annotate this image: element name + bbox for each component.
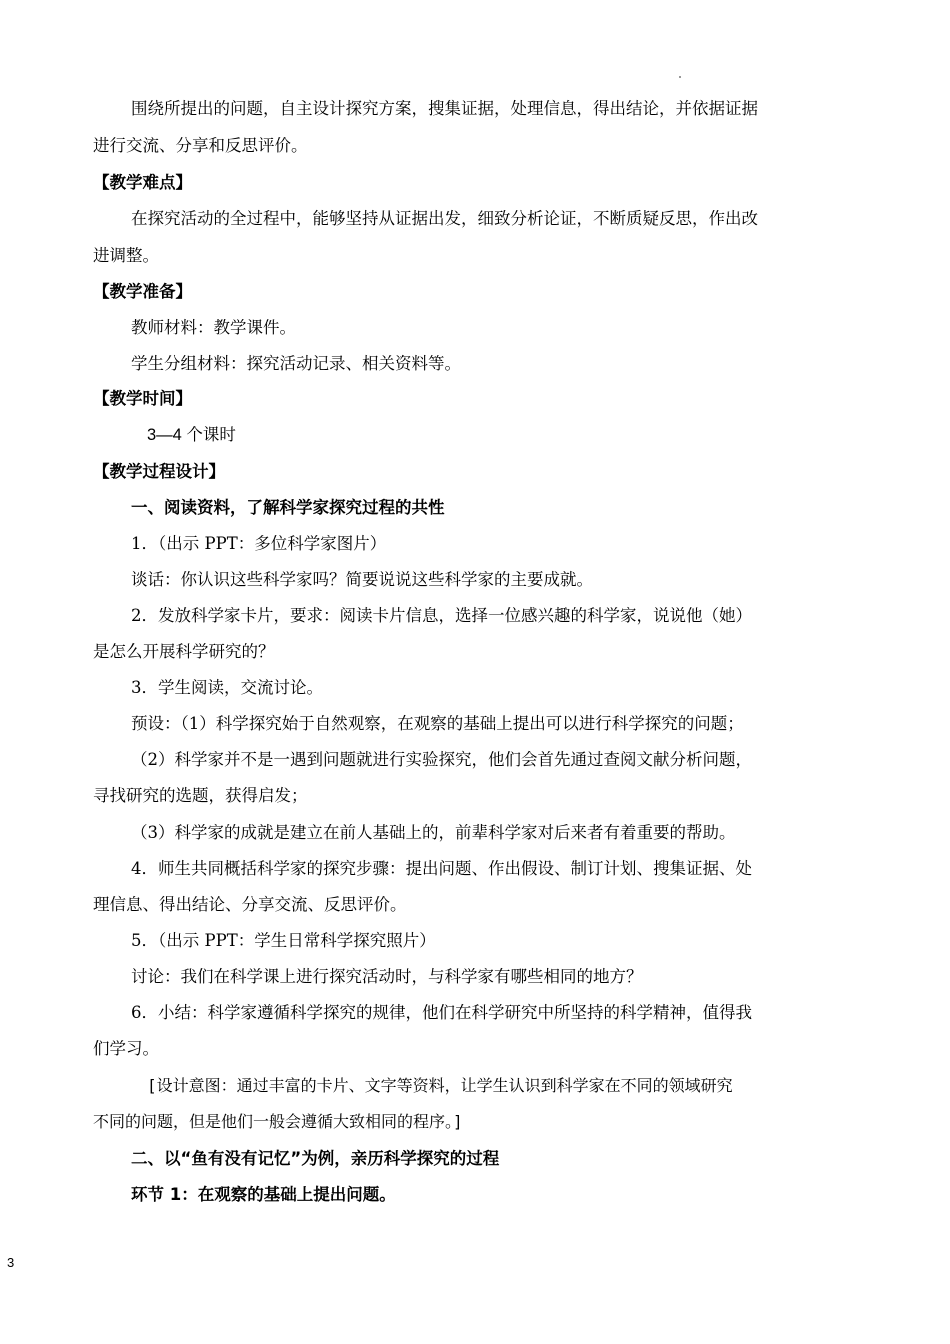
text-line: 们学习。 [93,1039,159,1058]
section-heading: 【教学时间】 [93,389,192,408]
text-line: 5．（出示 PPT：学生日常科学探究照片） [131,931,436,950]
text-line: 进调整。 [93,246,159,265]
text-line: 2．发放科学家卡片，要求：阅读卡片信息，选择一位感兴趣的科学家，说说他（她） [131,606,752,625]
section-heading: 【教学过程设计】 [93,462,225,481]
section-heading: 【教学准备】 [93,282,192,301]
text-line: 教师材料：教学课件。 [131,318,296,337]
text-line: （3）科学家的成就是建立在前人基础上的，前辈科学家对后来者有着重要的帮助。 [131,823,736,842]
section-heading: 【教学难点】 [93,173,192,192]
text-line: 是怎么开展科学研究的？ [93,642,275,661]
page-number: 3 [7,1255,15,1270]
text-line: 寻找研究的选题，获得启发； [93,786,308,805]
text-line: 谈话：你认识这些科学家吗？简要说说这些科学家的主要成就。 [131,570,593,589]
text-line: 3—4 个课时 [147,426,236,444]
text-line: 围绕所提出的问题，自主设计探究方案，搜集证据，处理信息，得出结论，并依据证据 [131,99,758,118]
text-line: 理信息、得出结论、分享交流、反思评价。 [93,895,407,914]
text-line: 预设：（1）科学探究始于自然观察，在观察的基础上提出可以进行科学探究的问题； [131,714,744,733]
text-line: 在探究活动的全过程中，能够坚持从证据出发，细致分析论证，不断质疑反思，作出改 [131,209,758,228]
text-line: 4．师生共同概括科学家的探究步骤：提出问题、作出假设、制订计划、搜集证据、处 [131,859,752,878]
text-line: （2）科学家并不是一遇到问题就进行实验探究，他们会首先通过查阅文献分析问题， [131,750,752,769]
design-intent-line: 不同的问题，但是他们一般会遵循大致相同的程序。] [93,1112,463,1131]
text-line: 进行交流、分享和反思评价。 [93,136,308,155]
text-line: 3．学生阅读，交流讨论。 [131,678,323,697]
text-line: 6．小结：科学家遵循科学探究的规律，他们在科学研究中所坚持的科学精神，值得我 [131,1003,752,1022]
design-intent-line: [设计意图：通过丰富的卡片、文字等资料，让学生认识到科学家在不同的领域研究 [147,1076,733,1095]
subsection-heading: 环节 1：在观察的基础上提出问题。 [131,1185,396,1204]
text-line: 讨论：我们在科学课上进行探究活动时，与科学家有哪些相同的地方？ [131,967,643,986]
text-line: 1．（出示 PPT：多位科学家图片） [131,534,387,553]
subsection-heading: 一、阅读资料，了解科学家探究过程的共性 [131,498,445,517]
text-line: 学生分组材料：探究活动记录、相关资料等。 [131,354,461,373]
stray-dot [679,76,681,78]
subsection-heading: 二、以“鱼有没有记忆”为例，亲历科学探究的过程 [131,1149,500,1168]
